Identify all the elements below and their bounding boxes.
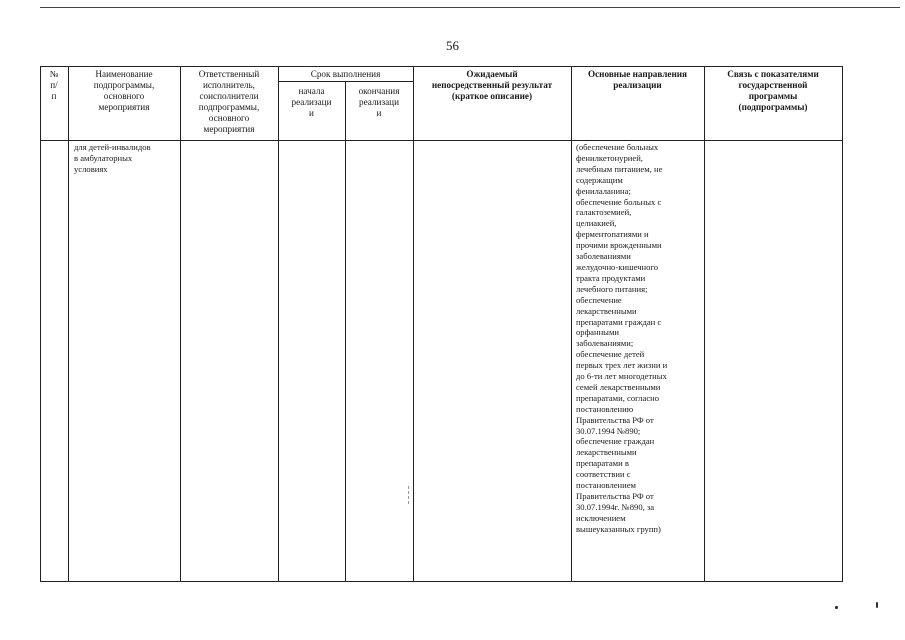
cell-measure-name: для детей-инвалидов в амбулаторных условиях xyxy=(74,142,151,174)
col-divider xyxy=(704,66,705,582)
col-divider xyxy=(413,66,414,582)
header-end: окончания реализаци и xyxy=(358,86,400,118)
program-table xyxy=(40,66,843,582)
header-responsible: Ответственный исполнитель, соисполнители подпрограммы, основного мероприятия xyxy=(198,69,260,134)
scan-mark xyxy=(408,486,409,504)
header-expected-result: Ожидаемый непосредственный результат (краткое описание) xyxy=(431,69,553,101)
header-start: начала реализаци и xyxy=(291,86,332,118)
header-number: № п/ п xyxy=(49,69,59,101)
header-term: Срок выполнения xyxy=(310,69,381,79)
header-indicators-link: Связь с показателями государственной программы (подпрограммы) xyxy=(727,69,819,112)
scan-mark xyxy=(835,606,838,609)
header-bottom-rule xyxy=(40,140,843,141)
col-divider xyxy=(68,66,69,582)
group-divider xyxy=(278,81,413,82)
table-border-top xyxy=(40,66,843,67)
col-divider xyxy=(278,66,279,582)
table-border-right xyxy=(842,66,843,582)
top-rule xyxy=(40,7,900,8)
cell-main-directions: (обеспечение больных фенилкетонурией, лечебным питанием, не содержащим фенилаланина; обеспечение больных с галактоземией, целиакией, ферментопатиями и прочими врожденными заболеваниями желудочно-кишечного тракта продуктами лечебного питания; обеспечение лекарственными препаратами граждан с орфанными заболеваниями; обеспечение детей первых трех лет жизни и до 6-ти лет многодетных семей лекарственными препаратами, согласно постановлению Правительства РФ от 30.07.1994 №890; обеспечение граждан лекарственными препаратами в соответствии с постановлением Правительства РФ от 30.07.1994г. №890, за исключением вышеуказанных групп) xyxy=(576,142,668,534)
header-name: Наименование подпрограммы, основного мероприятия xyxy=(93,69,155,112)
page-number: 56 xyxy=(446,38,459,53)
header-main-directions: Основные направления реализации xyxy=(587,69,688,90)
col-divider xyxy=(571,66,572,582)
table-border-left xyxy=(40,66,41,582)
scan-mark xyxy=(876,602,878,608)
table-border-bottom xyxy=(40,581,843,582)
col-divider xyxy=(345,81,346,582)
